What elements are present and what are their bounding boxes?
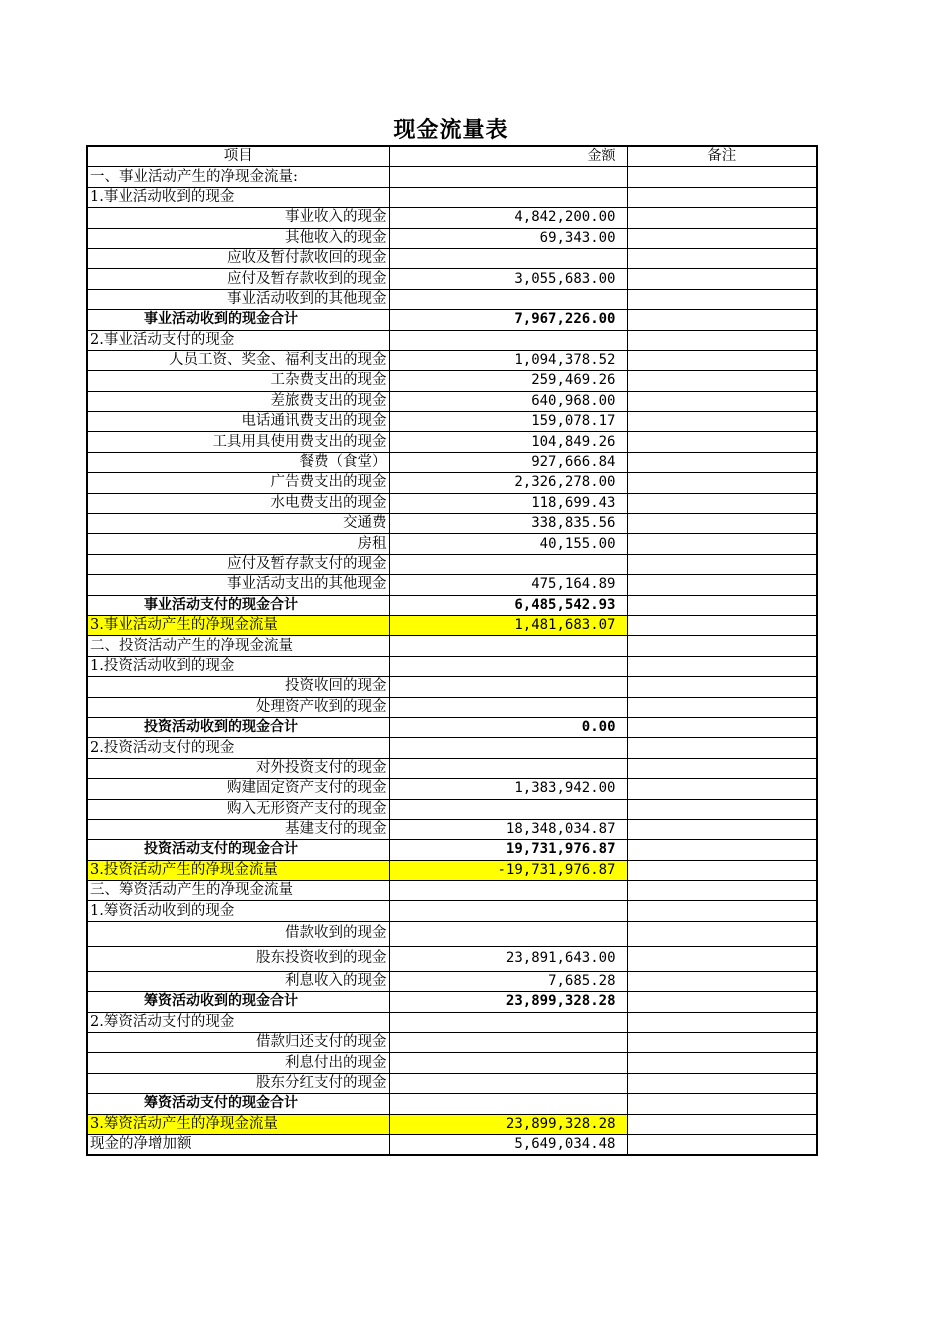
row-amount: 23,899,328.28 [389,992,627,1012]
row-amount: 159,078.17 [389,412,627,432]
table-row [87,717,817,737]
row-label: 人员工资、奖金、福利支出的现金 [87,350,389,370]
row-amount: 118,699.43 [389,493,627,513]
row-note [627,921,817,946]
row-amount [389,901,627,921]
row-amount [389,289,627,309]
row-note [627,946,817,971]
row-label: 交通费 [87,514,389,534]
row-amount: 40,155.00 [389,534,627,554]
row-amount: 7,685.28 [389,971,627,991]
row-note [627,992,817,1012]
row-note [627,717,817,737]
row-label: 对外投资支付的现金 [87,758,389,778]
row-amount [389,1033,627,1053]
row-label: 筹资活动收到的现金合计 [87,992,389,1012]
row-label: 利息收入的现金 [87,971,389,991]
table-row [87,289,817,309]
row-label: 投资活动支付的现金合计 [87,840,389,860]
row-note [627,167,817,187]
row-note [627,799,817,819]
row-amount: 1,481,683.07 [389,615,627,635]
row-amount: -19,731,976.87 [389,860,627,880]
table-row [87,799,817,819]
row-note [627,595,817,615]
row-label: 1.筹资活动收到的现金 [87,901,389,921]
row-label: 其他收入的现金 [87,228,389,248]
row-label: 应付及暂存款收到的现金 [87,269,389,289]
row-note [627,615,817,635]
table-row [87,1053,817,1073]
row-label: 2.筹资活动支付的现金 [87,1012,389,1032]
row-note [627,636,817,656]
row-label: 工具用具使用费支出的现金 [87,432,389,452]
row-label: 现金的净增加额 [87,1134,389,1155]
row-amount [389,636,627,656]
row-label: 二、投资活动产生的净现金流量 [87,636,389,656]
row-note [627,1012,817,1032]
table-row [87,636,817,656]
row-note [627,1094,817,1114]
page-title: 现金流量表 [393,118,509,143]
header-row [87,146,817,167]
row-note [627,310,817,330]
row-note [627,269,817,289]
row-label: 股东投资收到的现金 [87,946,389,971]
table-row [87,881,817,901]
row-note [627,779,817,799]
row-amount [389,1053,627,1073]
row-amount: 5,649,034.48 [389,1134,627,1155]
row-label: 一、事业活动产生的净现金流量: [87,167,389,187]
table-row [87,412,817,432]
table-row [87,758,817,778]
table-row [87,595,817,615]
table-row [87,554,817,574]
row-amount: 6,485,542.93 [389,595,627,615]
row-label: 差旅费支出的现金 [87,391,389,411]
row-label: 3.投资活动产生的净现金流量 [87,860,389,880]
row-label: 工杂费支出的现金 [87,371,389,391]
row-note [627,1053,817,1073]
table-row [87,1114,817,1134]
row-note [627,289,817,309]
row-note [627,901,817,921]
row-note [627,330,817,350]
row-note [627,697,817,717]
row-amount: 640,968.00 [389,391,627,411]
row-label: 股东分红支付的现金 [87,1073,389,1093]
row-note [627,412,817,432]
table-row [87,330,817,350]
row-note [627,840,817,860]
row-label: 事业活动支付的现金合计 [87,595,389,615]
row-label: 事业活动收到的现金合计 [87,310,389,330]
row-label: 筹资活动支付的现金合计 [87,1094,389,1114]
row-label: 基建支付的现金 [87,819,389,839]
row-amount: 338,835.56 [389,514,627,534]
row-amount [389,1012,627,1032]
table-row [87,860,817,880]
row-note [627,350,817,370]
row-label: 广告费支出的现金 [87,473,389,493]
row-amount [389,677,627,697]
table-row [87,248,817,268]
table-row [87,779,817,799]
table-row [87,514,817,534]
row-label: 3.事业活动产生的净现金流量 [87,615,389,635]
row-label: 水电费支出的现金 [87,493,389,513]
table-row [87,656,817,676]
row-note [627,187,817,207]
row-amount [389,1073,627,1093]
table-row [87,901,817,921]
row-amount [389,1094,627,1114]
row-note [627,738,817,758]
table-row [87,350,817,370]
table-row [87,575,817,595]
row-note [627,391,817,411]
row-label: 投资收回的现金 [87,677,389,697]
table-row [87,1073,817,1093]
table-row [87,452,817,472]
table-row [87,946,817,971]
table-row [87,992,817,1012]
table-row [87,167,817,187]
row-label: 应付及暂存款支付的现金 [87,554,389,574]
row-amount: 18,348,034.87 [389,819,627,839]
row-amount: 23,899,328.28 [389,1114,627,1134]
row-label: 1.投资活动收到的现金 [87,656,389,676]
table-row [87,819,817,839]
row-note [627,534,817,554]
row-note [627,656,817,676]
row-amount [389,248,627,268]
row-note [627,677,817,697]
row-label: 处理资产收到的现金 [87,697,389,717]
row-note [627,1114,817,1134]
table-row [87,391,817,411]
row-amount: 19,731,976.87 [389,840,627,860]
row-label: 借款归还支付的现金 [87,1033,389,1053]
table-row [87,1134,817,1155]
row-label: 餐费（食堂） [87,452,389,472]
row-note [627,881,817,901]
row-note [627,1073,817,1093]
cash-flow-table [86,145,818,1156]
row-note [627,473,817,493]
row-amount: 475,164.89 [389,575,627,595]
row-label: 借款收到的现金 [87,921,389,946]
row-amount [389,921,627,946]
row-amount [389,697,627,717]
table-row [87,269,817,289]
row-label: 电话通讯费支出的现金 [87,412,389,432]
row-label: 投资活动收到的现金合计 [87,717,389,737]
row-label: 事业活动收到的其他现金 [87,289,389,309]
row-amount [389,758,627,778]
table-row [87,1094,817,1114]
table-row [87,615,817,635]
table-row [87,432,817,452]
table-row [87,1033,817,1053]
table-row [87,473,817,493]
row-amount [389,554,627,574]
row-amount [389,799,627,819]
row-note [627,228,817,248]
row-amount: 0.00 [389,717,627,737]
row-label: 2.投资活动支付的现金 [87,738,389,758]
row-note [627,971,817,991]
row-amount: 1,383,942.00 [389,779,627,799]
table-row [87,208,817,228]
row-amount: 2,326,278.00 [389,473,627,493]
row-amount [389,738,627,758]
row-label: 三、筹资活动产生的净现金流量 [87,881,389,901]
table-row [87,921,817,946]
row-note [627,860,817,880]
row-note [627,1033,817,1053]
row-label: 利息付出的现金 [87,1053,389,1073]
row-note [627,758,817,778]
row-amount [389,330,627,350]
row-amount: 4,842,200.00 [389,208,627,228]
row-label: 购建固定资产支付的现金 [87,779,389,799]
row-label: 1.事业活动收到的现金 [87,187,389,207]
row-amount: 104,849.26 [389,432,627,452]
table-row [87,971,817,991]
row-amount: 7,967,226.00 [389,310,627,330]
row-amount [389,656,627,676]
row-label: 2.事业活动支付的现金 [87,330,389,350]
row-note [627,554,817,574]
table-row [87,310,817,330]
row-label: 购入无形资产支付的现金 [87,799,389,819]
table-body [87,167,817,1155]
row-amount: 23,891,643.00 [389,946,627,971]
row-note [627,493,817,513]
table-row [87,534,817,554]
header-item: 项目 [87,146,389,167]
table-row [87,371,817,391]
table-row [87,840,817,860]
row-amount [389,881,627,901]
row-note [627,452,817,472]
row-amount: 3,055,683.00 [389,269,627,289]
row-amount: 927,666.84 [389,452,627,472]
row-note [627,1134,817,1155]
row-amount: 69,343.00 [389,228,627,248]
table-row [87,677,817,697]
table-row [87,493,817,513]
table-row [87,187,817,207]
row-note [627,248,817,268]
header-note: 备注 [627,146,817,167]
row-amount: 1,094,378.52 [389,350,627,370]
row-amount: 259,469.26 [389,371,627,391]
row-label: 事业活动支出的其他现金 [87,575,389,595]
row-note [627,371,817,391]
row-note [627,432,817,452]
row-label: 事业收入的现金 [87,208,389,228]
header-amount: 金额 [389,146,627,167]
row-label: 应收及暂付款收回的现金 [87,248,389,268]
row-note [627,575,817,595]
row-label: 房租 [87,534,389,554]
table-row [87,738,817,758]
row-amount [389,187,627,207]
row-note [627,514,817,534]
row-amount [389,167,627,187]
table-row [87,697,817,717]
row-label: 3.筹资活动产生的净现金流量 [87,1114,389,1134]
row-note [627,208,817,228]
row-note [627,819,817,839]
table-row [87,228,817,248]
table-row [87,1012,817,1032]
